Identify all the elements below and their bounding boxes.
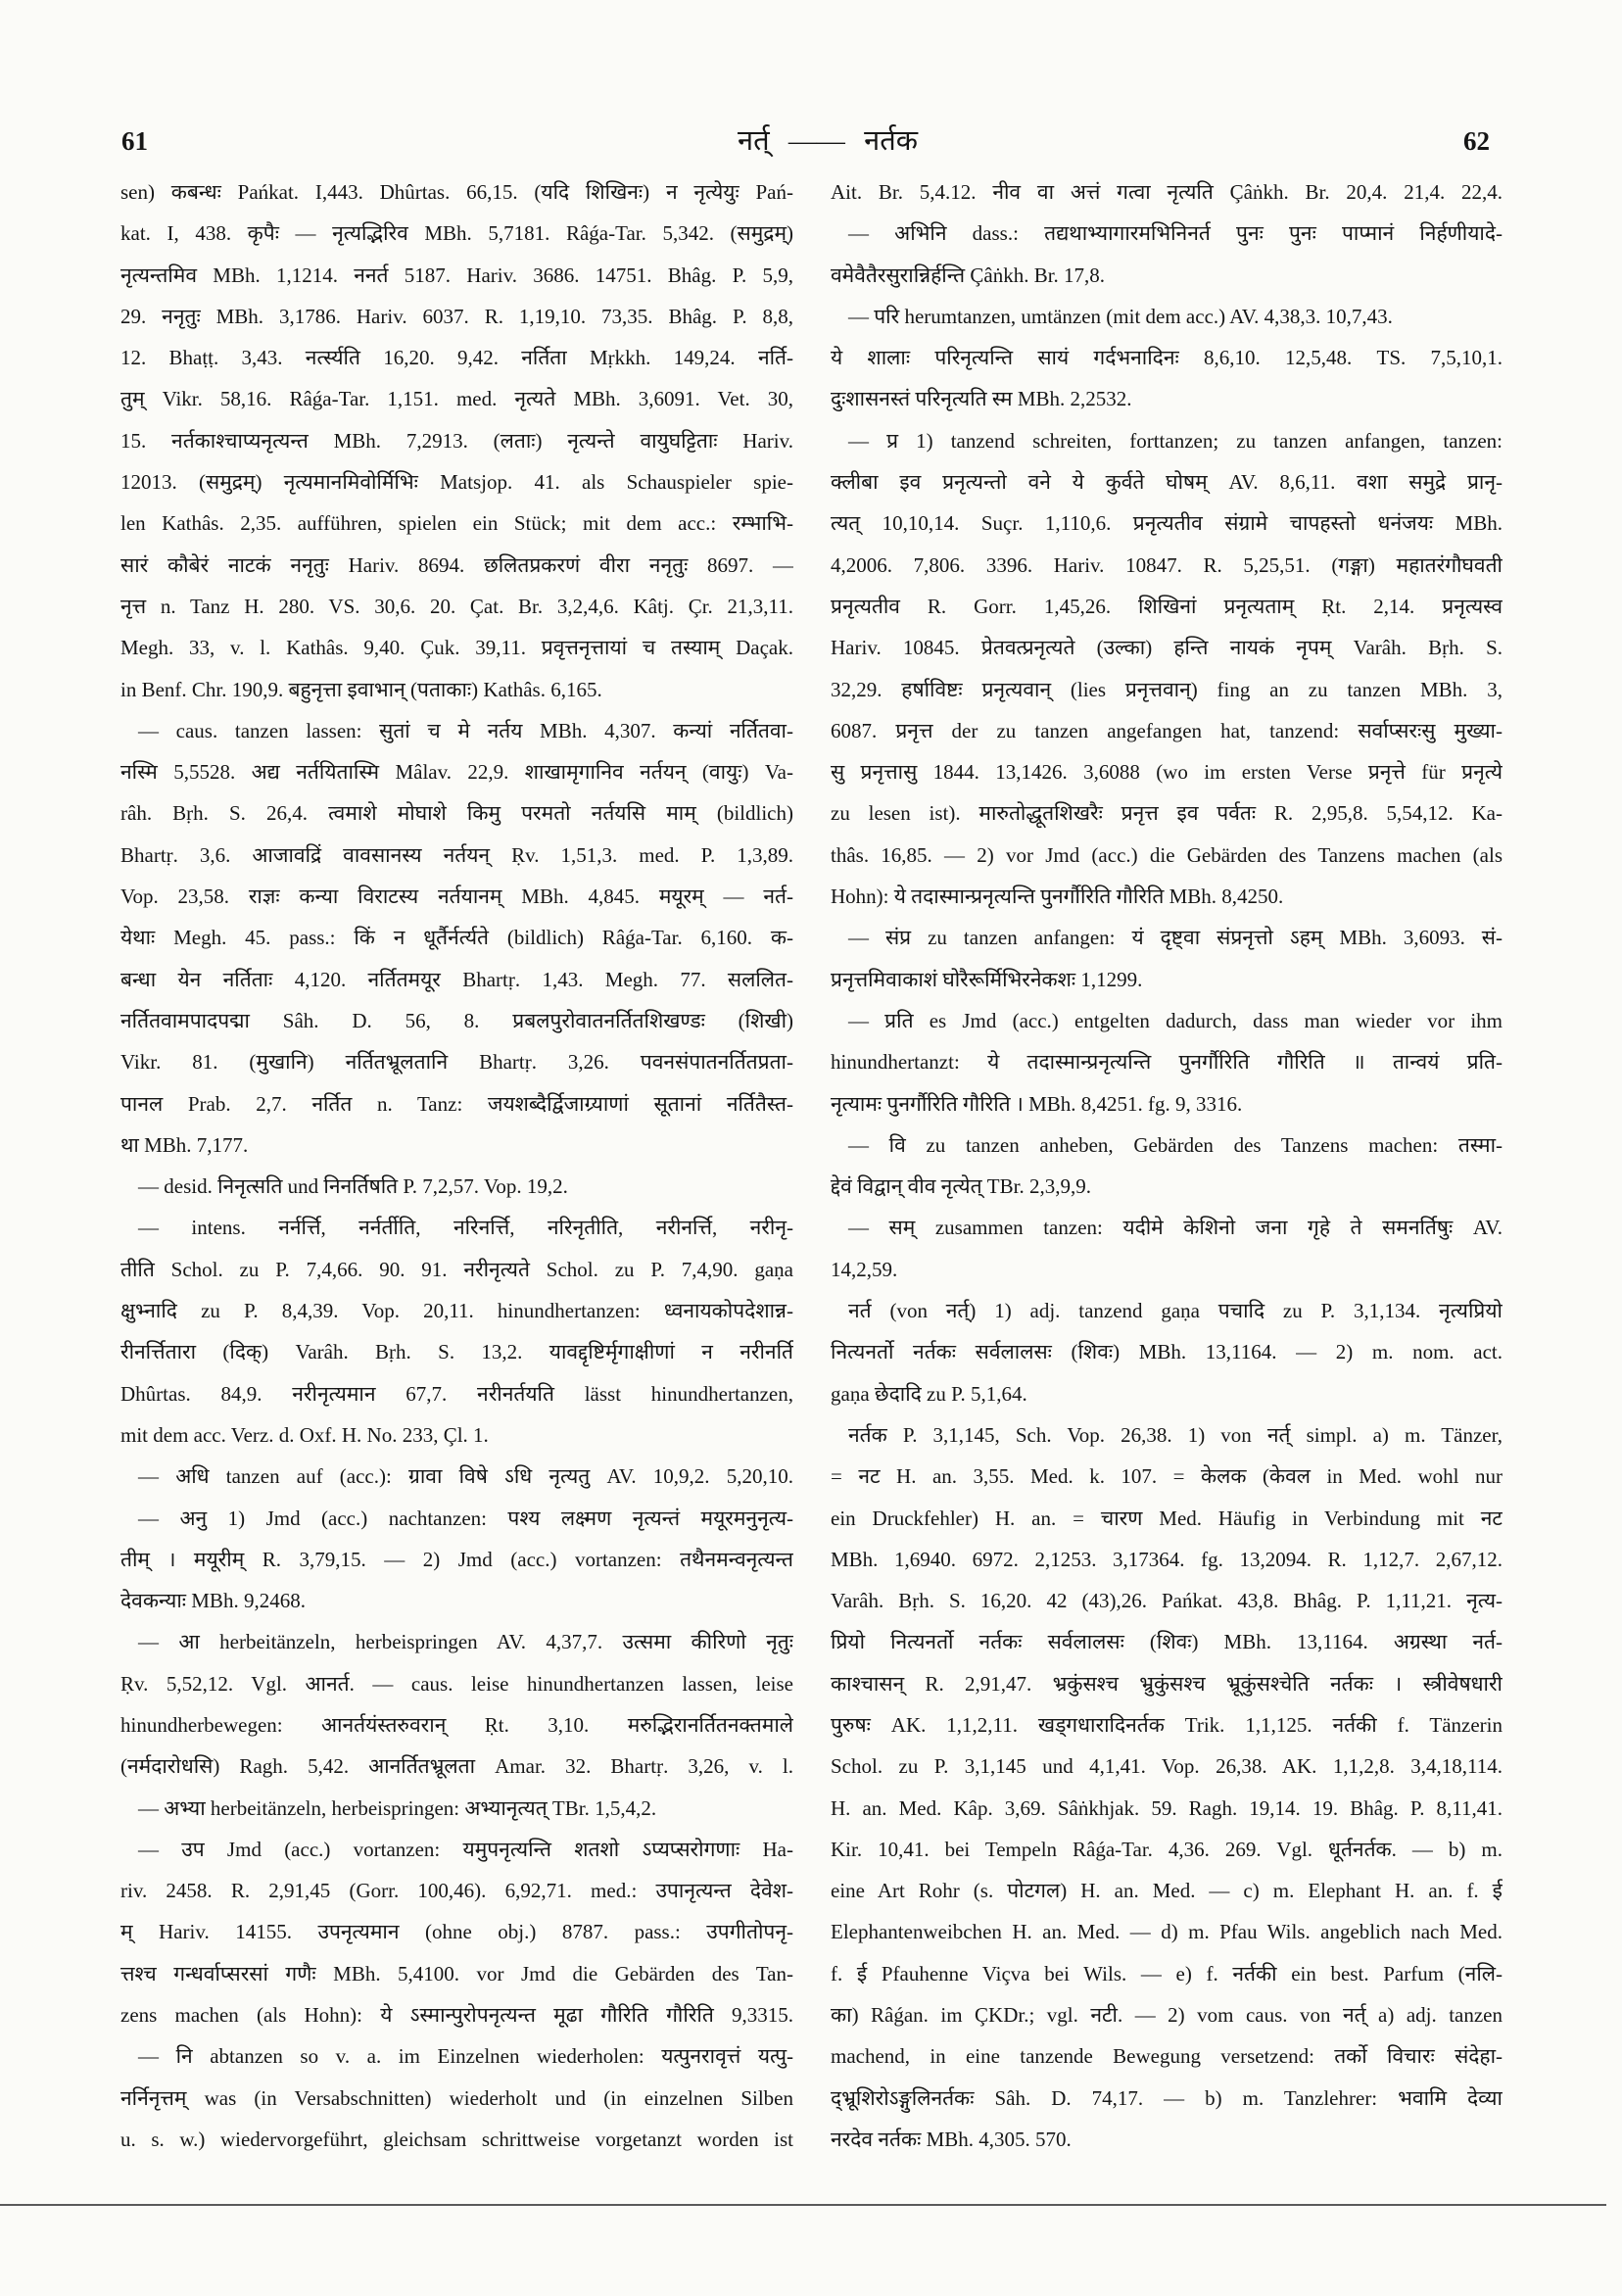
dictionary-line: — अभ्या herbeitänzeln, herbeispringen: अभ्यानृत्यत् TBr. 1,5,4,2.	[138, 1795, 657, 1820]
dictionary-line: सु प्रनृत्तासु 1844. 13,1426. 3,6088 (wo im ersten Verse प्रनृत्ते für प्रनृत्ये	[831, 760, 1503, 785]
dictionary-line: 12. Bhaṭṭ. 3,43. नर्त्स्यति 16,20. 9,42. नर्तिता Mṛkkh. 149,24. नर्ति-	[120, 346, 793, 370]
dictionary-line: नित्यनर्तो नर्तकः सर्वलालसः (शिवः) MBh. 13,1164. — 2) m. nom. act.	[831, 1340, 1503, 1364]
dictionary-line: तुम् Vikr. 58,16. Râǵa-Tar. 1,151. med. नृत्यते MBh. 3,6091. Vet. 30,	[120, 387, 793, 411]
dictionary-line: machend, in eine tanzende Bewegung versetzend: तर्को विचारः संदेहा-	[831, 2044, 1503, 2069]
dictionary-line: पुरुषः AK. 1,1,2,11. खड्गधारादिनर्तक Trik. 1,1,125. नर्तकी f. Tänzerin	[831, 1712, 1503, 1737]
dictionary-line: u. s. w.) wiedervorgeführt, gleichsam schrittweise vorgetanzt worden ist	[120, 2127, 793, 2151]
dictionary-line: — आ herbeitänzeln, herbeispringen AV. 4,37,7. उत्समा कीरिणो नृतुः	[138, 1630, 793, 1654]
dictionary-line: Ṛv. 5,52,12. Vgl. आनर्त. — caus. leise hinundhertanzen lassen, leise	[120, 1671, 793, 1696]
dictionary-line: Varâh. Bṛh. S. 16,20. 42 (43),26. Pańkat. 43,8. Bhâg. P. 1,11,21. नृत्य-	[831, 1589, 1503, 1613]
dictionary-line: — प्र 1) tanzend schreiten, forttanzen; zu tanzen anfangen, tanzen:	[848, 428, 1503, 453]
dictionary-line: gaṇa छेदादि zu P. 5,1,64.	[831, 1381, 1027, 1406]
dictionary-line: f. ई Pfauhenne Viçva bei Wils. — e) f. नर्तकी ein best. Parfum (नलि-	[831, 1961, 1503, 1985]
dictionary-line: तीम् । मयूरीम् R. 3,79,15. — 2) Jmd (acc.) vortanzen: तथैनमन्वनृत्यन्त	[120, 1547, 793, 1571]
dictionary-line: — संप्र zu tanzen anfangen: यं दृष्ट्वा संप्रनृत्तो ऽहम् MBh. 3,6093. सं-	[848, 926, 1503, 950]
dictionary-line: 12013. (समुद्रम्) नृत्यमानमिवोर्मिभिः Matsjop. 41. als Schauspieler spie-	[120, 470, 793, 495]
dictionary-line: — intens. नर्नर्त्ति, नर्नर्तीति, नरिनर्त्ति, नरिनृतीति, नरीनर्त्ति, नरीनृ-	[138, 1216, 793, 1240]
page-number-left: 61	[121, 126, 148, 156]
dictionary-line: Schol. zu P. 3,1,145 und 4,1,41. Vop. 26,38. AK. 1,1,2,8. 3,4,18,114.	[831, 1754, 1503, 1779]
dictionary-line: त्तश्च गन्धर्वाप्सरसां गणैः MBh. 5,4100. vor Jmd die Gebärden des Tan-	[120, 1961, 793, 1985]
dictionary-line: तीति Schol. zu P. 7,4,66. 90. 91. नरीनृत्यते Schol. zu P. 7,4,90. gaṇa	[120, 1257, 793, 1281]
dictionary-line: नृत्यामः पुनर्गौरिति गौरिति । MBh. 8,4251. fg. 9, 3316.	[831, 1091, 1243, 1116]
dictionary-line: नृत्यन्तमिव MBh. 1,1214. ननर्त 5187. Hariv. 3686. 14751. Bhâg. P. 5,9,	[120, 263, 793, 287]
page-number-right: 62	[1463, 126, 1490, 156]
dictionary-line: प्रनृत्यतीव R. Gorr. 1,45,26. शिखिनां प्रनृत्यताम् Ṛt. 2,14. प्रनृत्यस्व	[831, 594, 1503, 618]
dictionary-line: — परि herumtanzen, umtänzen (mit dem acc.) AV. 4,38,3. 10,7,43.	[848, 304, 1393, 328]
dictionary-line: riv. 2458. R. 2,91,45 (Gorr. 100,46). 6,92,71. med.: उपानृत्यन्त देवेश-	[120, 1879, 793, 1903]
dictionary-line: — अनु 1) Jmd (acc.) nachtanzen: पश्य लक्ष्मण नृत्यन्तं मयूरमनुनृत्य-	[138, 1506, 793, 1530]
dictionary-line: — प्रति es Jmd (acc.) entgelten dadurch, dass man wieder vor ihm	[848, 1008, 1503, 1032]
running-head-to: नर्तक	[864, 125, 919, 157]
dictionary-line: नृत्त n. Tanz H. 280. VS. 30,6. 20. Çat. Br. 3,2,4,6. Kâtj. Çr. 21,3,11.	[120, 594, 793, 618]
dictionary-line: len Kathâs. 2,35. aufführen, spielen ein Stück; mit dem acc.: रम्भाभि-	[120, 511, 793, 536]
dictionary-line: काश्चासन् R. 2,91,47. भ्रकुंसश्च भ्रुकुंसश्च भ्रूकुंसश्चेति नर्तकः । स्त्रीवेषधारी	[831, 1671, 1503, 1696]
dictionary-line: क्षुभ्नादि zu P. 8,4,39. Vop. 20,11. hinundhertanzen: ध्वनायकोपदेशान्न-	[120, 1299, 793, 1323]
dictionary-line: Elephantenweibchen H. an. Med. — d) m. Pfau Wils. angeblich nach Med.	[831, 1920, 1503, 1944]
dictionary-line: — वि zu tanzen anheben, Gebärden des Tanzens machen: तस्मा-	[848, 1132, 1503, 1157]
dictionary-line: râh. Bṛh. S. 26,4. त्वमाशे मोघाशे किमु परमतो नर्तयसि माम् (bildlich)	[120, 801, 793, 826]
dictionary-line: = नट H. an. 3,55. Med. k. 107. = केलक (केवल in Med. wohl nur	[831, 1464, 1503, 1489]
dictionary-line: का) Râǵan. im ÇKDr.; vgl. नटी. — 2) vom caus. von नर्त् a) adj. tanzen	[831, 2003, 1503, 2028]
dictionary-line: 29. ननृतुः MBh. 3,1786. Hariv. 6037. R. 1,19,10. 73,35. Bhâg. P. 8,8,	[120, 304, 793, 328]
dictionary-line: thâs. 16,85. — 2) vor Jmd (acc.) die Gebärden des Tanzens machen (als	[831, 842, 1503, 867]
dictionary-line: — नि abtanzen so v. a. im Einzelnen wiederholen: यत्पुनरावृत्तं यत्पु-	[138, 2044, 793, 2069]
dictionary-line: H. an. Med. Kâp. 3,69. Sâṅkhjak. 59. Ragh. 19,14. 19. Bhâg. P. 8,11,41.	[831, 1795, 1503, 1820]
dictionary-line: रीनर्त्तितारा (दिक्) Varâh. Bṛh. S. 13,2. यावद्दृष्टिर्मृगाक्षीणां न नरीनर्ति	[120, 1340, 793, 1364]
dictionary-line: नर्तितवामपादपद्मा Sâh. D. 56, 8. प्रबलपुरोवातनर्तितशिखण्डः (शिखी)	[120, 1008, 793, 1032]
dictionary-line: sen) कबन्धः Pańkat. I,443. Dhûrtas. 66,15. (यदि शिखिनः) न नृत्येयुः Pań-	[120, 180, 793, 204]
dictionary-line: mit dem acc. Verz. d. Oxf. H. No. 233, Çl. 1.	[120, 1422, 489, 1447]
dictionary-line: क्लीबा इव प्रनृत्यन्तो वने ये कुर्वते घोषम् AV. 8,6,11. वशा समुद्रे प्रानृ-	[831, 470, 1503, 495]
dictionary-line: Ait. Br. 5,4.12. नीव वा अत्तं गत्वा नृत्यति Çâṅkh. Br. 20,4. 21,4. 22,4.	[831, 180, 1503, 204]
dictionary-line: नर्निनृत्तम् was (in Versabschnitten) wiederholt und (in einzelnen Silben	[120, 2085, 793, 2110]
dictionary-line: zu lesen ist). मारुतोद्धूतशिखरैः प्रनृत्त इव पर्वतः R. 2,95,8. 5,54,12. Ka-	[831, 801, 1503, 826]
dictionary-line: म् Hariv. 14155. उपनृत्यमान (ohne obj.) 8787. pass.: उपगीतोपनृ-	[120, 1920, 793, 1944]
dictionary-line: बन्धा येन नर्तिताः 4,120. नर्तितमयूर Bhartṛ. 1,43. Megh. 77. सललित-	[120, 967, 793, 991]
dictionary-line: देवकन्याः MBh. 9,2468.	[120, 1589, 306, 1613]
left-column	[120, 171, 793, 2160]
running-head-from: नर्त्	[737, 125, 770, 157]
dictionary-line: — सम् zusammen tanzen: यदीमे केशिनो जना गृहे ते समनर्तिषुः AV.	[848, 1216, 1503, 1240]
dictionary-line: दुःशासनस्तं परिनृत्यति स्म MBh. 2,2532.	[831, 387, 1132, 411]
dictionary-line: पानल Prab. 2,7. नर्तित n. Tanz: जयशब्दैर्द्विजाग्र्याणां सूतानां नर्तितैस्त-	[120, 1091, 793, 1116]
dictionary-line: 14,2,59.	[831, 1257, 898, 1281]
dictionary-line: 6087. प्रनृत्त der zu tanzen angefangen hat, tanzend: सर्वाप्सरःसु मुख्या-	[831, 718, 1503, 742]
dictionary-line: hinundhertanzt: ये तदास्मान्प्रनृत्यन्ति पुनर्गौरिति गौरिति ॥ तान्वयं प्रति-	[831, 1050, 1503, 1075]
dictionary-line: MBh. 1,6940. 6972. 2,1253. 3,17364. fg. 13,2094. R. 1,12,7. 2,67,12.	[831, 1547, 1503, 1571]
bottom-rule	[0, 2204, 1606, 2206]
right-column	[831, 171, 1503, 2160]
dictionary-line: eine Art Rohr (s. पोटगल) H. an. Med. — c) m. Elephant H. an. f. ई	[831, 1879, 1503, 1903]
dictionary-line: वमेवैतैरसुरान्निर्हन्ति Çâṅkh. Br. 17,8.	[831, 263, 1106, 287]
dictionary-line: Vop. 23,58. राज्ञः कन्या विराटस्य नर्तयानम् MBh. 4,845. मयूरम् — नर्त-	[120, 885, 793, 909]
dictionary-line: — अधि tanzen auf (acc.): ग्रावा विषे ऽधि नृत्यतु AV. 10,9,2. 5,20,10.	[138, 1464, 793, 1489]
dictionary-headword-line: नर्तक P. 3,1,145, Sch. Vop. 26,38. 1) von नर्त् simpl. a) m. Tänzer,	[848, 1422, 1503, 1447]
dictionary-line: Megh. 33, v. l. Kathâs. 9,40. Çuk. 39,11. प्रवृत्तनृत्तायां च तस्याम् Daçak.	[120, 636, 793, 660]
dictionary-line: नस्मि 5,5528. अद्य नर्तयितास्मि Mâlav. 22,9. शाखामृगानिव नर्तयन् (वायुः) Va-	[120, 760, 793, 785]
running-head-dash: ——	[787, 125, 845, 157]
dictionary-line: 15. नर्तकाश्चाप्यनृत्यन्त MBh. 7,2913. (लताः) नृत्यन्ते वायुघट्टिताः Hariv.	[120, 428, 793, 453]
dictionary-line: — caus. tanzen lassen: सुतां च मे नर्तय MBh. 4,307. कन्यां नर्तितवा-	[138, 718, 793, 742]
dictionary-line: 32,29. हर्षाविष्टः प्रनृत्यवान् (lies प्रनृत्तवान्) fing an zu tanzen MBh. 3,	[831, 677, 1503, 701]
dictionary-headword-line: नर्त (von नर्त्) 1) adj. tanzend gaṇa पचादि zu P. 3,1,134. नृत्यप्रियो	[848, 1299, 1503, 1323]
dictionary-line: hinundherbewegen: आनर्तयंस्तरुवरान् Ṛt. 3,10. मरुद्भिरानर्तितनक्तमाले	[120, 1712, 793, 1737]
dictionary-line: प्रियो नित्यनर्तो नर्तकः सर्वलालसः (शिवः) MBh. 13,1164. अग्रस्था नर्त-	[831, 1630, 1503, 1654]
dictionary-line: (नर्मदारोधसि) Ragh. 5,42. आनर्तितभ्रूलता Amar. 32. Bhartṛ. 3,26, v. l.	[120, 1754, 793, 1779]
dictionary-line: सारं कौबेरं नाटकं ननृतुः Hariv. 8694. छलितप्रकरणं वीरा ननृतुः 8697. —	[120, 552, 793, 577]
running-head	[676, 118, 979, 165]
dictionary-line: त्यत् 10,10,14. Suçr. 1,110,6. प्रनृत्यतीव संग्रामे चापहस्तो धनंजयः MBh.	[831, 511, 1503, 536]
dictionary-line: येथाः Megh. 45. pass.: किं न धूर्तैर्नर्त्यते (bildlich) Râǵa-Tar. 6,160. क-	[120, 926, 793, 950]
dictionary-line: — उप Jmd (acc.) vortanzen: यमुपनृत्यन्ति शतशो ऽप्यप्सरोगणाः Ha-	[138, 1837, 793, 1861]
dictionary-line: द्देवं विद्वान् वीव नृत्येत् TBr. 2,3,9,9.	[831, 1174, 1091, 1199]
dictionary-line: Hohn): ये तदास्मान्प्रनृत्यन्ति पुनर्गौरिति गौरिति MBh. 8,4250.	[831, 885, 1284, 909]
dictionary-line: था MBh. 7,177.	[120, 1132, 249, 1157]
dictionary-line: kat. I, 438. कृपैः — नृत्यद्भिरिव MBh. 5,7181. Râǵa-Tar. 5,342. (समुद्रम्)	[120, 221, 793, 246]
dictionary-line: प्रनृत्तमिवाकाशं घोरैरूर्मिभिरनेकशः 1,1299.	[831, 967, 1143, 991]
dictionary-line: zens machen (als Hohn): ये ऽस्मान्पुरोपनृत्यन्त मूढा गौरिति गौरिति 9,3315.	[120, 2003, 793, 2028]
dictionary-line: Dhûrtas. 84,9. नरीनृत्यमान 67,7. नरीनर्तयति lässt hinundhertanzen,	[120, 1381, 793, 1406]
dictionary-line: नरदेव नर्तकः MBh. 4,305. 570.	[831, 2127, 1072, 2151]
dictionary-line: Kir. 10,41. bei Tempeln Râǵa-Tar. 4,36. 269. Vgl. धूर्तनर्तक. — b) m.	[831, 1837, 1503, 1861]
dictionary-line: in Benf. Chr. 190,9. बहुनृत्ता इवाभान् (पताकाः) Kathâs. 6,165.	[120, 677, 602, 701]
dictionary-line: Vikr. 81. (मुखानि) नर्तितभ्रूलतानि Bhartṛ. 3,26. पवनसंपातनर्तितप्रता-	[120, 1050, 793, 1075]
dictionary-line: 4,2006. 7,806. 3396. Hariv. 10847. R. 5,25,51. (गङ्गा) महातरंगौघवती	[831, 552, 1503, 577]
dictionary-line: Hariv. 10845. प्रेतवत्प्रनृत्यते (उल्का) हन्ति नायकं नृपम् Varâh. Bṛh. S.	[831, 636, 1503, 660]
dictionary-line: ein Druckfehler) H. an. = चारण Med. Häufig in Verbindung mit नट	[831, 1506, 1503, 1530]
dictionary-line: ये शालाः परिनृत्यन्ति सायं गर्दभनादिनः 8,6,10. 12,5,48. TS. 7,5,10,1.	[831, 346, 1503, 370]
dictionary-line: Bhartṛ. 3,6. आजावद्रिं वावसानस्य नर्तयन् Ṛv. 1,51,3. med. P. 1,3,89.	[120, 842, 793, 867]
dictionary-line: — अभिनि dass.: तद्यथाभ्यागारमभिनिनर्त पुनः पुनः पाप्मानं निर्हणीयादे-	[848, 221, 1503, 246]
dictionary-line: द्भ्रूशिरोऽङ्गुलिनर्तकः Sâh. D. 74,17. — b) m. Tanzlehrer: भवामि देव्या	[831, 2085, 1503, 2110]
dictionary-line: — desid. निनृत्सति und निनर्तिषति P. 7,2,57. Vop. 19,2.	[138, 1174, 568, 1199]
